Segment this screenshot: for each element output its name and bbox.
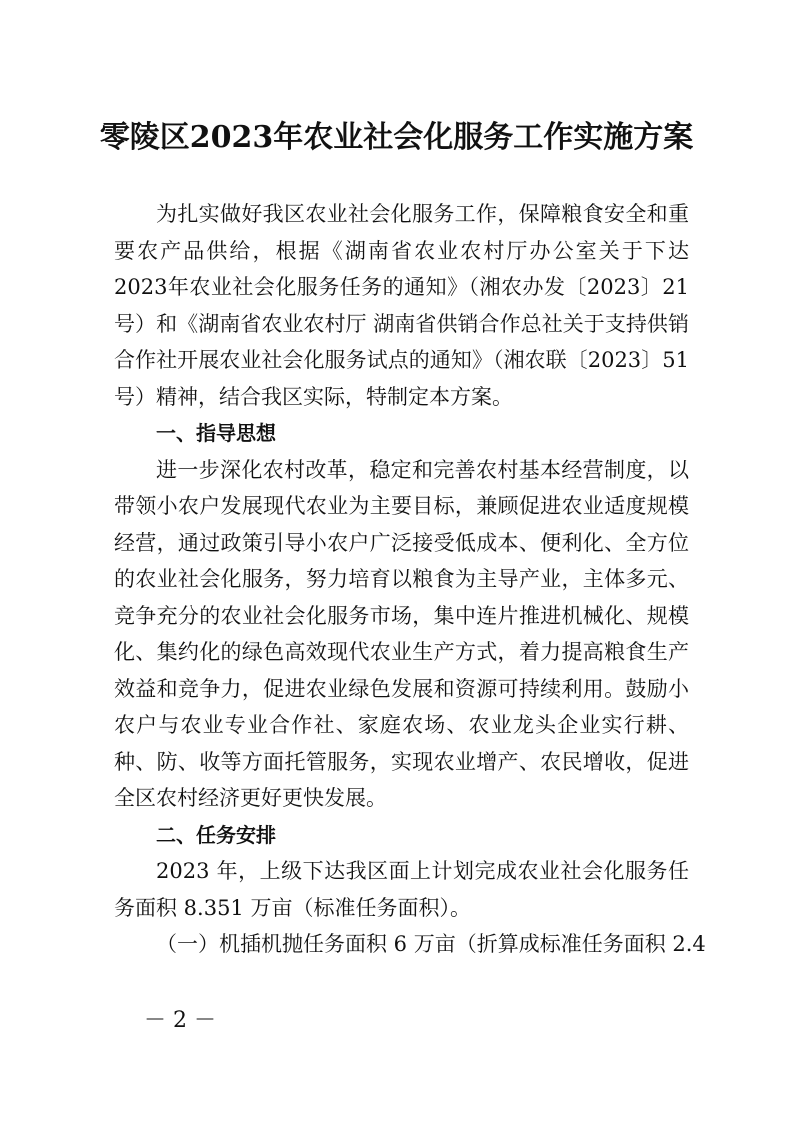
section-paragraph-guiding-ideology: 进一步深化农村改革，稳定和完善农村基本经营制度，以带领小农户发展现代农业为主要目标，兼顾促进农业适度规模经营，通过政策引导小农户广泛接受低成本、便利化、全方位的农业社会化服务，努力培育以粮食为主导产业，主体多元、竞争充分的农业社会化服务市场，集中连片推进机械化、规模化、集约化的绿色高效现代农业生产方式，着力提高粮食生产效益和竞争力，促进农业绿色发展和资源可持续利用。鼓励小农户与农业专业合作社、家庭农场、农业龙头企业实行耕、种、防、收等方面托管服务，实现农业增产、农民增收，促进全区农村经济更好更快发展。 (114, 457, 689, 810)
document-body (114, 196, 706, 963)
section-heading-task-arrangement: 二、任务安排 (156, 822, 276, 847)
section-heading-guiding-ideology: 一、指导思想 (156, 421, 276, 445)
intro-paragraph: 为扎实做好我区农业社会化服务工作，保障粮食安全和重要农产品供给，根据《湖南省农业农村厅办公室关于下达2023年农业社会化服务任务的通知》（湘农办发〔2023〕21号）和《湖南省农业农村厅 湖南省供销合作总社关于支持供销合作社开展农业社会化服务试点的通知》（湘农联〔2023〕51号）精神，结合我区实际，特制定本方案。 (114, 202, 689, 409)
section-paragraph-task-arrangement: 2023 年，上级下达我区面上计划完成农业社会化服务任务面积 8.351 万亩（标准任务面积）。 (114, 859, 689, 920)
task-item-1: （一）机插机抛任务面积 6 万亩（折算成标准任务面积 2.4 (156, 932, 706, 956)
document-title: 零陵区2023年农业社会化服务工作实施方案 (99, 120, 694, 155)
page-number: － 2 － (144, 1008, 216, 1033)
